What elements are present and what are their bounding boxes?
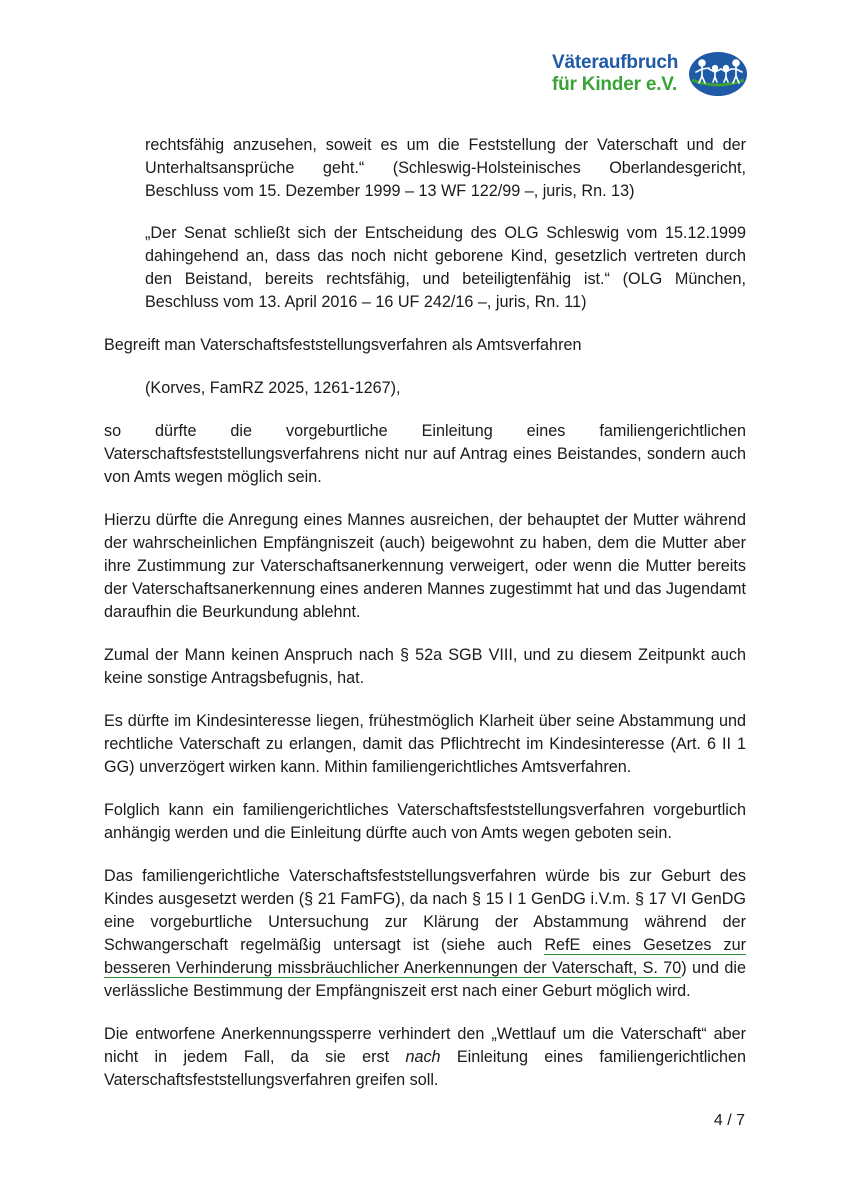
paragraph-amtsverfahren: Begreift man Vaterschaftsfeststellungsverfahren als Amtsverfahren: [104, 336, 582, 354]
paragraph-anregung: Hierzu dürfte die Anregung eines Mannes ausreichen, der behauptet der Mutter während der wahrscheinlichen Empfängniszeit (auch) beigewohnt zu haben, dem die Mutter aber ihre Zustimmung zur Vaterschaftsanerkennung verweigert, oder wenn die Mutter bereits der Vaterschaftsanerkennung eines anderen Mannes zugestimmt hat und das Jugendamt daraufhin die Beurkundung ablehnt.: [104, 511, 746, 621]
paragraph-aussetzung-text-2: ) und die verlässliche Bestimmung der Empfängniszeit erst nach einer Geburt möglich wird.: [104, 959, 746, 1000]
paragraph-vorgeburtliche-einleitung: so dürfte die vorgeburtliche Einleitung eines familiengerichtlichen Vaterschaftsfeststellungsverfahrens nicht nur auf Antrag eines Beistandes, sondern auch von Amts wegen möglich sein.: [104, 422, 746, 486]
document-body: [104, 134, 746, 1092]
logo-line-2: für Kinder e.V.: [552, 74, 678, 95]
citation-korves: (Korves, FamRZ 2025, 1261-1267),: [145, 379, 401, 397]
paragraph-folglich: Folglich kann ein familiengerichtliches Vaterschaftsfeststellungsverfahren vorgeburtlich anhängig werden und die Einleitung dürfte auch von Amts wegen geboten sein.: [104, 801, 746, 842]
emphasis-nach: nach: [405, 1048, 441, 1066]
quote-muenchen: „Der Senat schließt sich der Entscheidung des OLG Schleswig vom 15.12.1999 dahingehend an, dass das noch nicht geborene Kind, gesetzlich vertreten durch den Beistand, bereits rechtsfähig, und beteiligtenfähig ist.“ (OLG München, Beschluss vom 13. April 2016 – 16 UF 242/16 –, juris, Rn. 11): [145, 224, 746, 311]
quote-schleswig: rechtsfähig anzusehen, soweit es um die Feststellung der Vaterschaft und der Unterhaltsansprüche geht.“ (Schleswig-Holsteinisches Oberlandesgericht, Beschluss vom 15. Dezember 1999 – 13 WF 122/99 –, juris, Rn. 13): [145, 136, 746, 200]
refe-gesetz-link[interactable]: RefE eines Gesetzes zur besseren Verhinderung missbräuchlicher Anerkennungen der Vaterschaft, S. 70: [104, 936, 747, 977]
logo-line-1: Väteraufbruch: [552, 52, 679, 73]
paragraph-aussetzung: [104, 865, 746, 1003]
paragraph-anspruch: Zumal der Mann keinen Anspruch nach § 52a SGB VIII, und zu diesem Zeitpunkt auch keine sonstige Antragsbefugnis, hat.: [104, 646, 746, 687]
paragraph-sperre-text-2: Einleitung eines familiengerichtlichen Vaterschaftsfeststellungsverfahren greifen soll.: [104, 1048, 746, 1089]
logo-wordmark: [552, 52, 678, 96]
paragraph-anerkennungssperre: [104, 1023, 746, 1092]
family-emblem-icon: [688, 50, 748, 98]
paragraph-aussetzung-text-1: Das familiengerichtliche Vaterschaftsfeststellungsverfahren würde bis zur Geburt des Kindes ausgesetzt werden (§ 21 FamFG), da nach § 15 I 1 GenDG i.V.m. § 17 VI GenDG eine vorgeburtliche Untersuchung zur Klärung der Abstammung während der Schwangerschaft regelmäßig untersagt ist (siehe auch: [104, 867, 746, 954]
paragraph-kindesinteresse: Es dürfte im Kindesinteresse liegen, frühestmöglich Klarheit über seine Abstammung und rechtliche Vaterschaft zu erlangen, damit das Pflichtrecht im Kindesinteresse (Art. 6 II 1 GG) unverzögert wirken kann. Mithin familiengerichtliches Amtsverfahren.: [104, 712, 746, 776]
page-number: 4 / 7: [713, 1112, 745, 1129]
paragraph-sperre-text-1: Die entworfene Anerkennungssperre verhindert den „Wettlauf um die Vaterschaft“ aber nicht in jedem Fall, da sie erst: [104, 1025, 746, 1066]
organization-logo: [552, 50, 748, 102]
